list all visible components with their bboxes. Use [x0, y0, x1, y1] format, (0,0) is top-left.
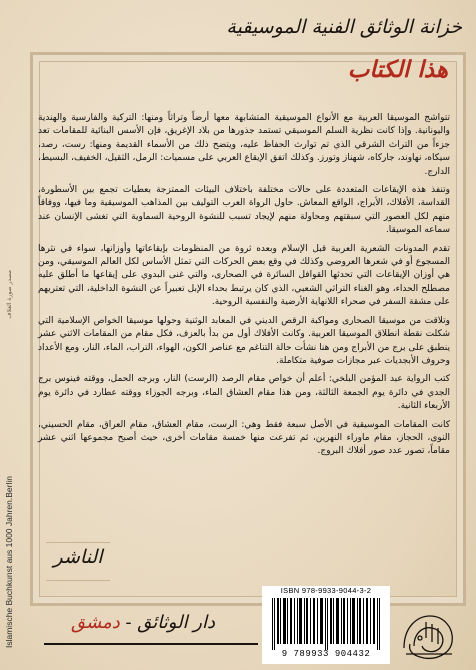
paragraph: وتلاقت من موسيقا الصحارى ومواكبة الرقص الديني في المعابد الوثنية وحولها موسيقا الخواص الإسلامية التي شكلت نقطة انطلاق الموسيقا العربية. وكانت الأفلاك أول من بدأ بالعزف، فكل مقام من المقامات الاثني عشر ينطبق على برج من الأبراج ومن هنا نشأت حالة التناغم مع عناصر الكون، الهواء، التراب، الماء، النار، ومع الأعداد وحروف الأبجديات عبر مجازات صوفية متكاملة.: [38, 315, 450, 366]
publisher-label: الناشر: [53, 546, 103, 568]
brand-underline: [44, 643, 258, 645]
paragraph: وتنفذ هذه الإيقاعات المتعددة على حالات مختلفة باختلاف البيئات الممتزجة بعطيات تجمع بين الأسطورة، القداسة، الأفلاك، الأبراج، الواقع المعاش. حاول الرواة العرب التوليف بين المذاهب الموسيقية وما فيها، ووفاقاً منهم لكل العصور التي سبقتهم ومحاولة منهم لإيجاد تسبب للنشوة الروحية السماوية التي تغشى الإنسان عند سماعه الموسيقا.: [38, 185, 450, 236]
divider: [46, 542, 110, 543]
publisher-block: [42, 540, 114, 586]
paragraph: كانت المقامات الموسيقية في الأصل سبعة فقط وهي: الرست، مقام العشاق، مقام العراق، مقام الحسيني، النوى، الحجاز، مقام ماوراء النهرين، ثم تفرعت منها خمسة مقامات أخرى، حيث أصبح مجموعها اثني عشر مقاماً، تصور عدد صور أفلاك البروج.: [38, 419, 450, 457]
image-credit-arabic: مصدر صورة الغلاف: [6, 270, 13, 319]
paragraph: تقدم المدونات الشعرية العربية قبل الإسلام وبعده ثروة من المنظومات بإيقاعاتها وأوزانها، سواء في نثرها المسجوع أو في شعرها العروضي وكذلك في وقع بعض الحركات التي تمثل الأساس لكل العالم الموسيقي، ومن هي أوزان الإيقاعات التي تحدثها القوافل السائرة في الصحارى، والتي غنى البدوي على إيقاعها ما أطلق عليه مصطلح الحداء، وهو الغناء التراثي الشعبي، الذي كان يرتبط بحداء الإبل تعبيراً عن النشوة الداخلية، التي تعتريهم على مشقة السفر في صحراء اللانهاية الأرضية والنفسية الروحية.: [38, 243, 450, 308]
barcode-panel: [262, 586, 390, 664]
brand-name: دار الوثائق: [137, 612, 215, 633]
divider: [46, 580, 110, 581]
paragraph: تتواشج الموسيقا العربية مع الأنواع الموسيقية المتشابهة معها أرضاً وتراثاً ومنها: التركية والفارسية والهندية واليونانية. وإذا كانت نظرية السلم الموسيقي تستمد جذورها من بلاد الإغريق، فإن الأسس البنائية للمقامات تعد جزءاً من التراث الشرقي الذي تم توارث الحفاظ عليه، ويتضح ذلك من الأسماء القديمة ومنها: رست، رصد، سيكاه، نهاوند، جاركاه، شهناز وتورز. وكذلك اتفق الإيقاع العربي على مسميات: الرمل، الثقيل، الخفيف، البسيط، الدارج.: [38, 113, 450, 177]
paragraph: كتب الرواية عبد المؤمن البلخي: أعلم أن خواص مقام الرصد (الرست) النار، وبرجه الحمل، ووقته فينوس برج الجدي في دائرة يوم الجمعة الثالثة، ومن هذا مقام العشاق الماء، وبرجه الجوزاء ووقته عطارد في دائرة يوم الأربعاء الثانية.: [38, 374, 450, 412]
publisher-seal-icon: [396, 608, 460, 664]
barcode-icon: [270, 598, 382, 650]
description-text: [38, 112, 450, 464]
isbn-label: ISBN 978-9933-9044-3-2: [280, 586, 372, 595]
series-title: خزانة الوثائق الفنية الموسيقية: [226, 16, 462, 38]
barcode-digits: 9 789933 904432: [281, 649, 371, 659]
section-title: هذا الكتاب: [347, 56, 448, 83]
publisher-brand: [28, 612, 258, 633]
image-credit: Islamische Buchkunst aus 1000 Jahren.Berlin: [4, 476, 14, 648]
brand-city: دمشق: [71, 612, 120, 633]
brand-separator: -: [119, 612, 138, 633]
